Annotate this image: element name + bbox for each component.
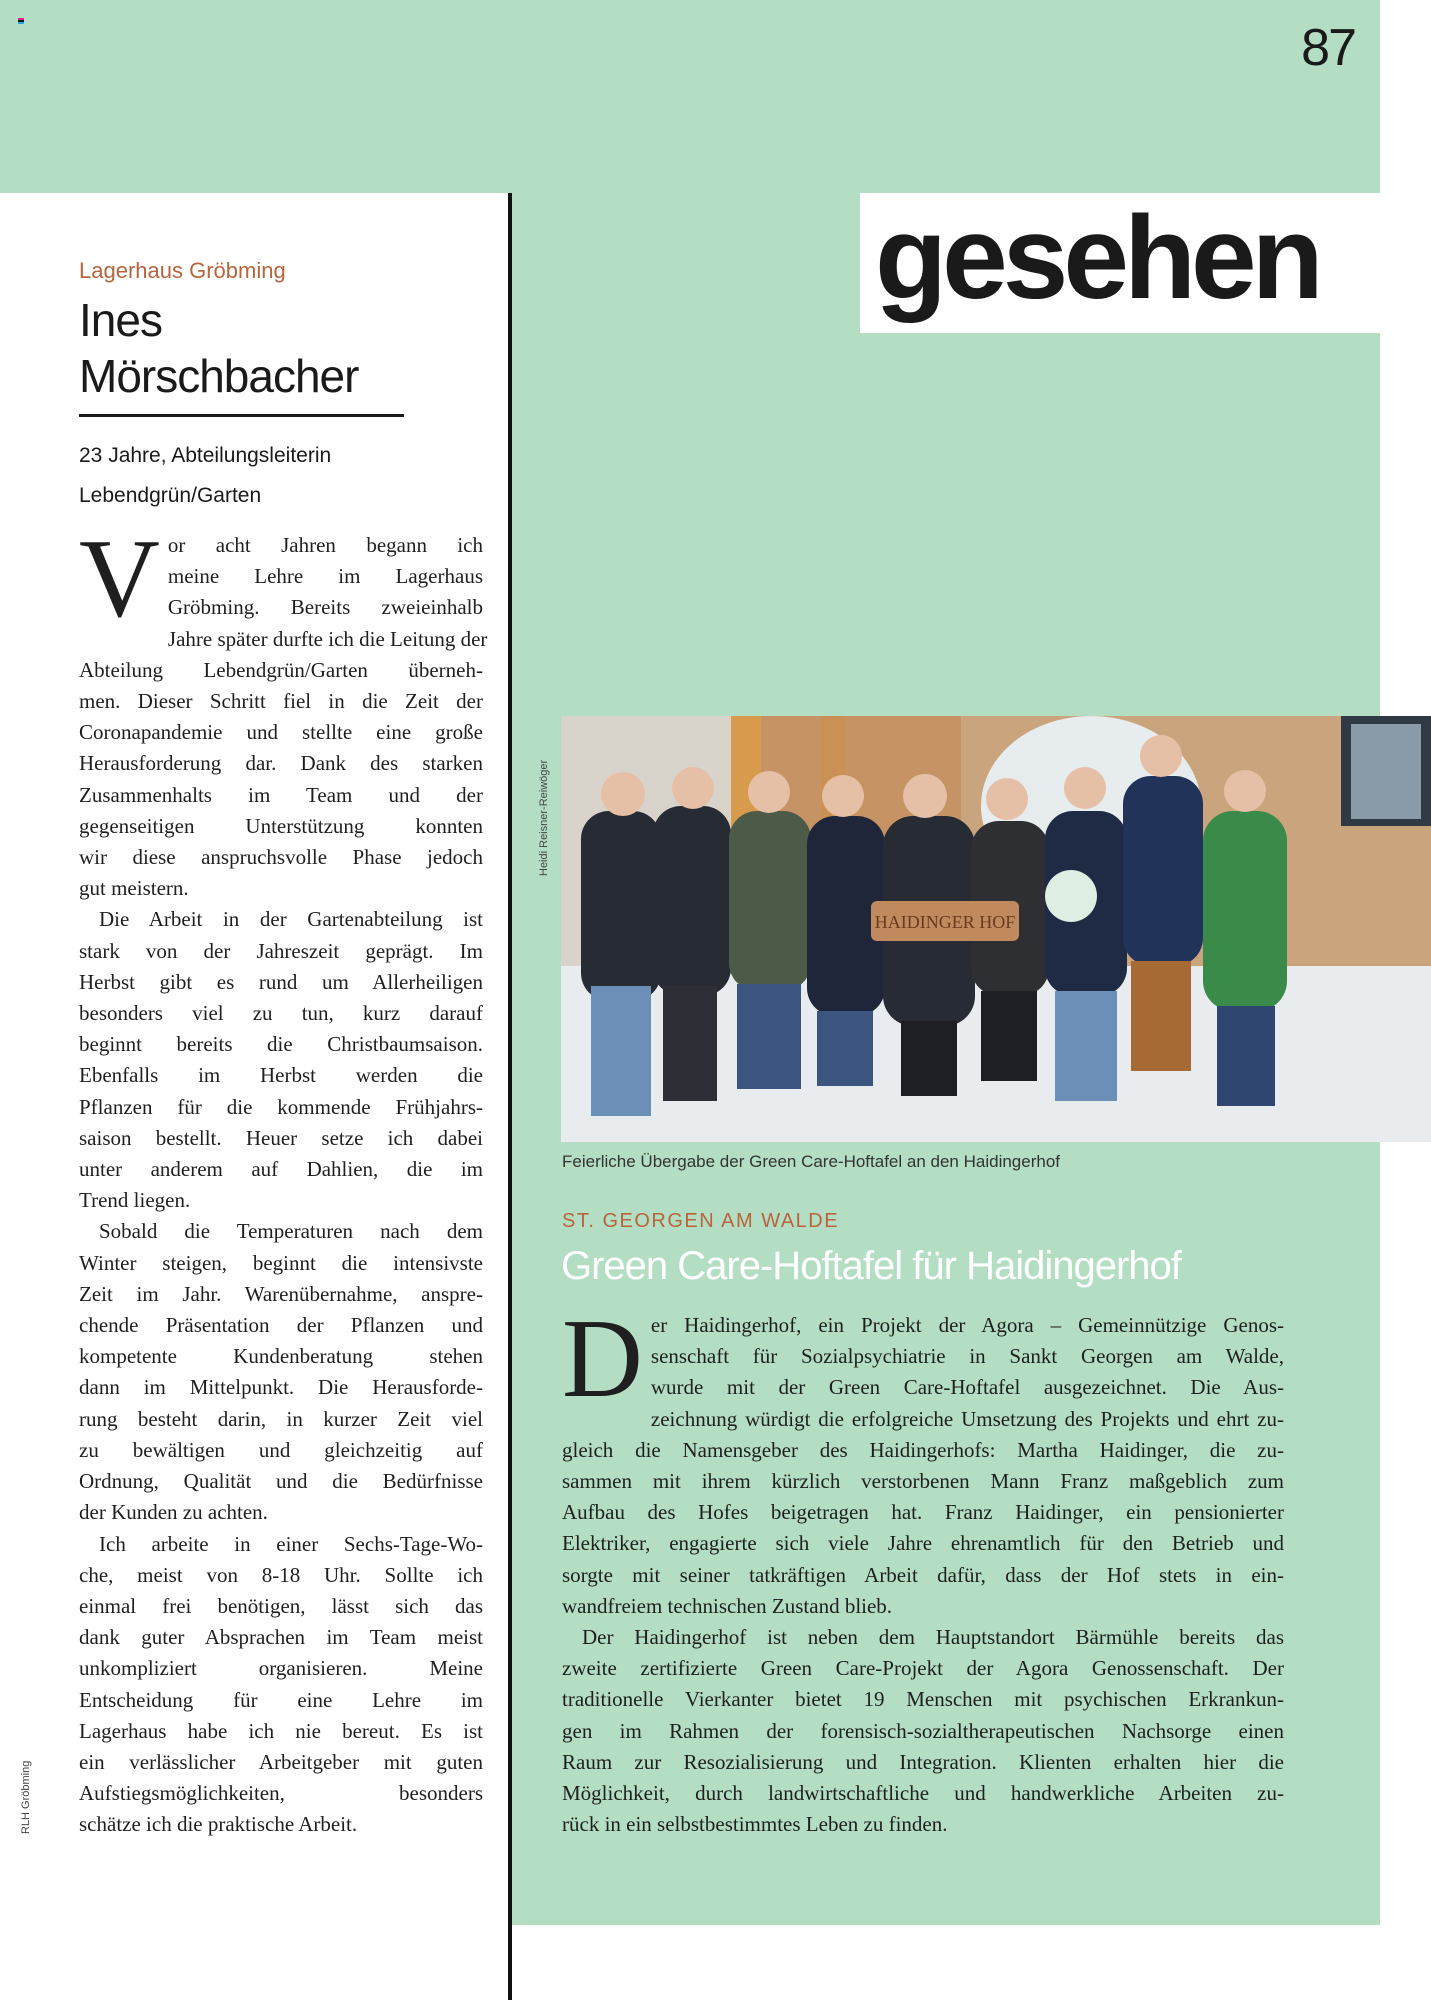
- paragraph: [562, 1297, 1284, 1622]
- text-line: wurde mit der Green Care-Hoftafel ausgezeichnet. Die Aus-: [650, 1375, 1284, 1400]
- text-line: Entscheidung für eine Lehre im: [79, 1687, 483, 1712]
- text-line: zweite zertifizierte Green Care-Projekt der Agora Genossenschaft. Der: [562, 1656, 1284, 1681]
- text-line: gut meistern.: [79, 876, 189, 901]
- text-line: beginnt bereits die Christbaumsaison.: [79, 1032, 483, 1057]
- name-first: Ines: [79, 294, 162, 346]
- text-line: Ebenfalls im Herbst werden die: [79, 1063, 483, 1088]
- text-line: dank guter Absprachen im Team meist: [79, 1625, 483, 1650]
- text-line: sammen mit ihrem kürzlich verstorbenen Mann Franz maßgeblich zum: [562, 1469, 1284, 1494]
- text-line: gleich die Namensgeber des Haidingerhofs: Martha Haidinger, die zu-: [562, 1437, 1284, 1462]
- page-number: 87: [1301, 19, 1355, 77]
- left-article-body: [79, 517, 488, 1841]
- text-line: unkompliziert organisieren. Meine: [79, 1656, 483, 1681]
- right-headline: Green Care-Hoftafel für Haidingerhof: [561, 1244, 1181, 1288]
- text-line: zu bewältigen und gleichzeitig auf: [79, 1437, 483, 1462]
- left-photo-credit: [20, 1750, 40, 1834]
- photo-caption: Feierliche Übergabe der Green Care-Hoftafel an den Haidingerhof: [562, 1152, 1061, 1171]
- person-name: [79, 292, 358, 404]
- top-green-band: [0, 0, 1380, 193]
- text-line: wir diese anspruchsvolle Phase jedoch: [79, 845, 483, 870]
- text-line: Jahre später durfte ich die Leitung der: [167, 626, 488, 651]
- text-line: Ich arbeite in einer Sechs-Tage-Wo-: [99, 1531, 483, 1556]
- text-line: Pflanzen für die kommende Frühjahrs-: [79, 1094, 483, 1119]
- section-title: gesehen: [875, 192, 1319, 324]
- text-line: zeichnung würdigt die erfolgreiche Umsetzung des Projekts und ehrt zu-: [650, 1406, 1284, 1431]
- text-line: er Haidingerhof, ein Projekt der Agora – Gemeinnützige Genos-: [650, 1313, 1284, 1337]
- text-line: Coronapandemie und stellte eine große: [79, 720, 483, 745]
- text-line: unter anderem auf Dahlien, die im: [79, 1157, 483, 1182]
- drop-cap: V: [79, 517, 160, 641]
- text-line: Herbst gibt es rund um Allerheiligen: [79, 969, 483, 994]
- text-line: Lagerhaus habe ich nie bereut. Es ist: [79, 1718, 483, 1743]
- text-line: Zeit im Jahr. Warenübernahme, anspre-: [79, 1281, 483, 1306]
- left-kicker: Lagerhaus Gröbming: [79, 258, 286, 283]
- drop-cap: D: [562, 1297, 643, 1421]
- text-line: der Kunden zu achten.: [79, 1500, 268, 1525]
- paragraph: [79, 517, 488, 904]
- print-registration-mark: [18, 18, 24, 24]
- text-line: Raum zur Resozialisierung und Integration. Klienten erhalten hier die: [562, 1749, 1284, 1774]
- paragraph: [79, 1529, 483, 1841]
- sign-text: HAIDINGER HOF: [874, 912, 1016, 932]
- text-line: Winter steigen, beginnt die intensivste: [79, 1250, 483, 1275]
- text-line: Möglichkeit, durch landwirtschaftliche und handwerkliche Arbeiten zu-: [562, 1781, 1284, 1806]
- text-line: dann im Mittelpunkt. Die Herausforde-: [79, 1375, 483, 1400]
- text-line: men. Dieser Schritt fiel in die Zeit der: [79, 689, 483, 714]
- text-line: saison bestellt. Heuer setze ich dabei: [79, 1125, 483, 1150]
- right-kicker: ST. GEORGEN AM WALDE: [562, 1210, 840, 1232]
- group-photo: [561, 716, 1431, 1142]
- text-line: schätze ich die praktische Arbeit.: [79, 1812, 358, 1837]
- text-line: sorgte mit seiner tatkräftigen Arbeit dafür, dass der Hof stets in ein-: [562, 1562, 1284, 1587]
- text-line: Aufstiegsmöglichkeiten, besonders: [79, 1781, 483, 1806]
- text-line: che, meist von 8-18 Uhr. Sollte ich: [79, 1562, 483, 1587]
- text-line: besonders viel zu tun, kurz darauf: [79, 1001, 483, 1026]
- column-divider: [508, 193, 512, 2000]
- name-underline: [79, 414, 404, 417]
- text-line: rück in ein selbstbestimmtes Leben zu finden.: [562, 1812, 948, 1837]
- text-line: Aufbau des Hofes beigetragen hat. Franz Haidinger, ein pensionierter: [562, 1500, 1284, 1525]
- subtitle-line: 23 Jahre, Abteilungsleiterin: [79, 444, 332, 467]
- text-line: Zusammenhalts im Team und der: [79, 782, 483, 807]
- text-line: Die Arbeit in der Gartenabteilung ist: [99, 907, 483, 932]
- paragraph: [79, 904, 483, 1216]
- text-line: Gröbming. Bereits zweieinhalb: [167, 595, 483, 620]
- text-line: Ordnung, Qualität und die Bedürfnisse: [79, 1469, 483, 1494]
- text-line: kompetente Kundenberatung stehen: [79, 1344, 483, 1369]
- text-line: Herausforderung dar. Dank des starken: [79, 751, 483, 776]
- person-subtitle: [79, 436, 331, 516]
- paragraph: [79, 1216, 483, 1528]
- paragraph: [562, 1622, 1284, 1840]
- text-line: Abteilung Lebendgrün/Garten überneh-: [79, 657, 483, 682]
- text-line: senschaft für Sozialpsychiatrie in Sankt Georgen am Walde,: [650, 1344, 1284, 1369]
- text-line: wandfreiem technischen Zustand blieb.: [562, 1593, 893, 1618]
- text-line: einmal frei benötigen, lässt sich das: [79, 1593, 483, 1618]
- text-line: or acht Jahren begann ich: [167, 533, 483, 557]
- text-line: Trend liegen.: [79, 1188, 191, 1213]
- subtitle-line: Lebendgrün/Garten: [79, 484, 262, 507]
- text-line: Der Haidingerhof ist neben dem Hauptstandort Bärmühle bereits das: [582, 1625, 1284, 1650]
- text-line: traditionelle Vierkanter bietet 19 Menschen mit psychischen Erkrankun-: [562, 1687, 1284, 1712]
- text-line: gen im Rahmen der forensisch-sozialtherapeutischen Nachsorge einen: [562, 1718, 1284, 1743]
- credit-text: RLH Gröbming: [20, 1760, 32, 1834]
- text-line: Sobald die Temperaturen nach dem: [99, 1219, 483, 1244]
- right-article-body: [562, 1297, 1284, 1840]
- text-line: chende Präsentation der Pflanzen und: [79, 1313, 483, 1338]
- text-line: Elektriker, engagierte sich viele Jahre ehrenamtlich für den Betrieb und: [562, 1531, 1284, 1556]
- green-care-plaque: [1045, 870, 1097, 922]
- text-line: ein verlässlicher Arbeitgeber mit guten: [79, 1749, 483, 1774]
- photo-credit: [538, 716, 558, 876]
- text-line: stark von der Jahreszeit geprägt. Im: [79, 938, 483, 963]
- text-line: meine Lehre im Lagerhaus: [167, 564, 483, 589]
- text-line: rung besteht darin, in kurzer Zeit viel: [79, 1406, 483, 1431]
- credit-text: Heidi Reisner-Reiwöger: [538, 759, 550, 876]
- text-line: gegenseitigen Unterstützung konnten: [79, 813, 483, 838]
- name-last: Mörschbacher: [79, 350, 359, 402]
